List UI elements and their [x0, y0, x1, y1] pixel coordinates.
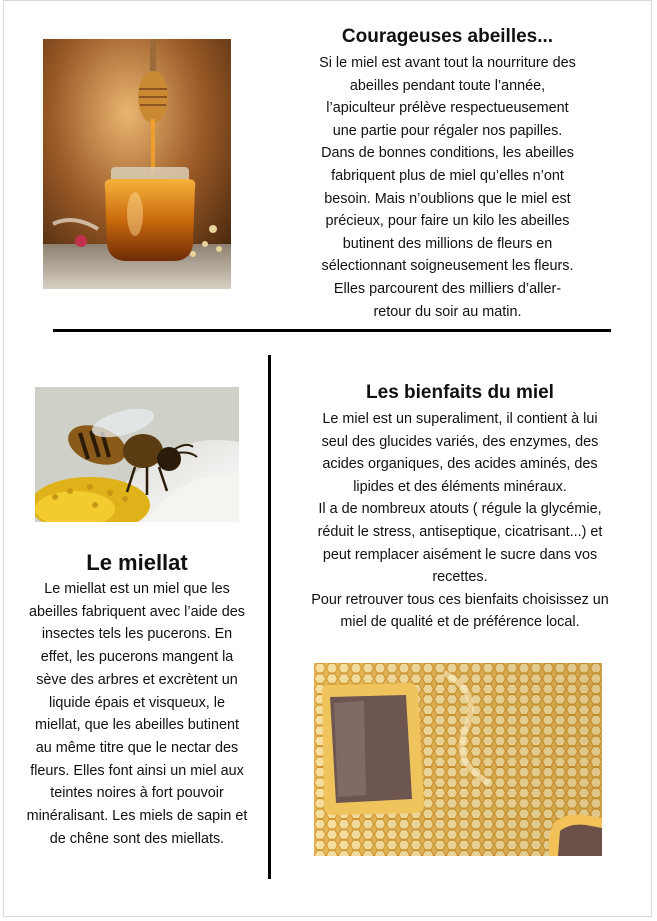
- section-title-courageuses: Courageuses abeilles...: [341, 26, 554, 47]
- section-body-bienfaits: Le miel est un superaliment, il contient à lui seul des glucides variés, des enzymes, des acides organiques, des acides aminés, des lipides et des éléments minéraux. Il a de nombreux atouts ( régule la glycémie, réduit le stress, antiseptique, cicatrisant...) et peut remplacer aisément le sucre dans vos recettes. Pour retrouver tous ces bienfaits choisissez un miel de qualité et de préférence local.: [311, 411, 609, 631]
- vertical-divider: [268, 355, 271, 879]
- section-courageuses: [270, 22, 625, 323]
- bee-on-flower-photo: [35, 387, 239, 522]
- section-title-miellat: Le miellat: [86, 550, 188, 575]
- honeycomb-photo: [314, 663, 602, 856]
- section-bienfaits: [275, 378, 645, 634]
- section-body-courageuses: Si le miel est avant tout la nourriture des abeilles pendant toute l’année, l’apiculteur prélève respectueusement une partie pour régaler nos papilles. Dans de bonnes conditions, les abeilles fabriquent plus de miel qu’elles n’ont besoin. Mais n’oublions que le miel est précieux, pour faire un kilo les abeilles butinent des millions de fleurs en sélectionnant soigneusement les fleurs. Elles parcourent des milliers d’aller- retour du soir au matin.: [319, 55, 576, 320]
- section-title-bienfaits: Les bienfaits du miel: [366, 382, 554, 403]
- horizontal-divider: [53, 329, 611, 332]
- honey-jar-photo: [43, 39, 231, 289]
- section-miellat: [7, 548, 267, 850]
- section-body-miellat: Le miellat est un miel que les abeilles fabriquent avec l’aide des insectes tels les pucerons. En effet, les pucerons mangent la sève des arbres et excrètent un liquide épais et visqueux, le miellat, que les abeilles butinent au même titre que le nectar des fleurs. Elles font ainsi un miel aux teintes noires à fort pouvoir minéralisant. Les miels de sapin et de chêne sont des miellats.: [26, 581, 248, 847]
